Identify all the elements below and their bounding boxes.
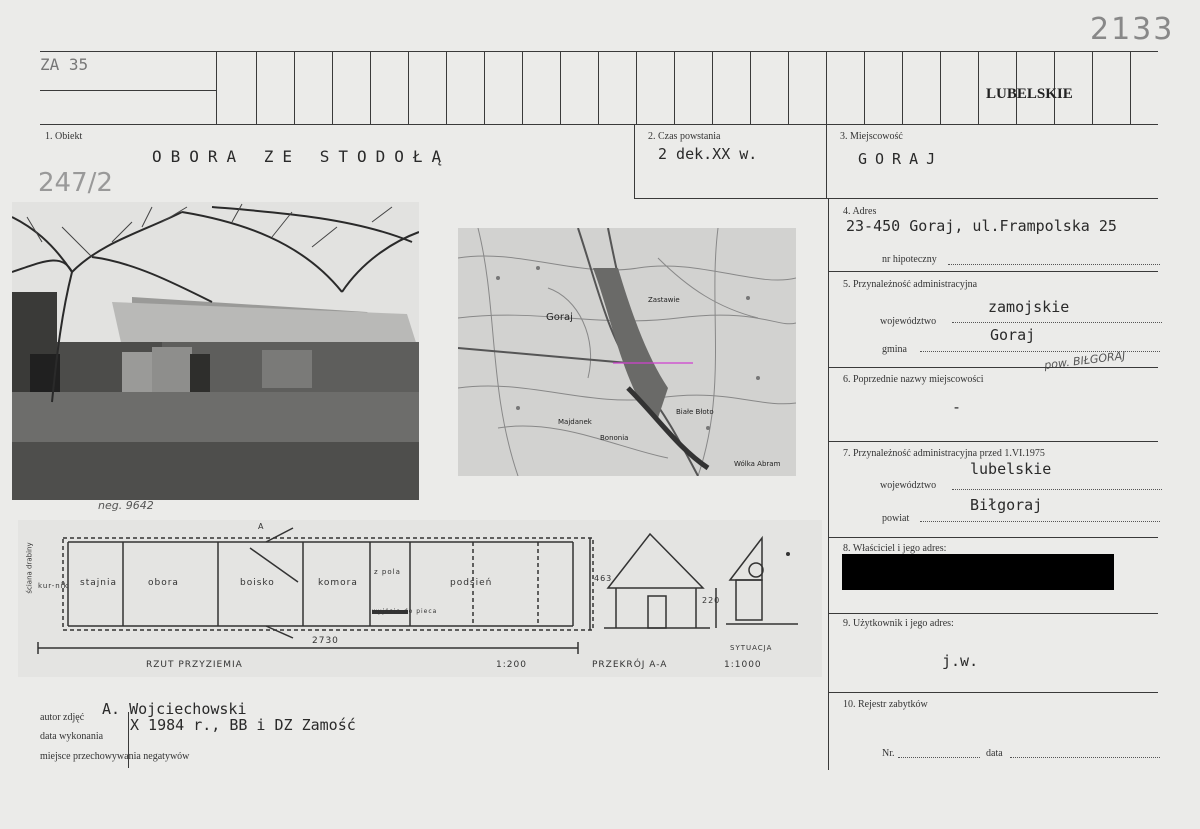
field-4-value: 23-450 Goraj, ul.Frampolska 25 [846, 217, 1117, 235]
field-6-label: 6. Poprzednie nazwy miejscowości [843, 374, 984, 385]
commune-value: Goraj [990, 326, 1036, 344]
header-cell-rule [294, 51, 295, 124]
plan-annotation: stajnia [80, 578, 117, 588]
plan-annotation: 1:1000 [724, 660, 762, 670]
header-cell-rule [902, 51, 903, 124]
header-cell-rule [332, 51, 333, 124]
pre1975-voivodeship-dots [952, 489, 1162, 490]
header-cell-rule [674, 51, 675, 124]
barn-photo [12, 202, 419, 500]
header-bottom-line [40, 124, 1158, 125]
county-handwritten-note: pow. BIŁGORAJ [1043, 349, 1127, 372]
commune-label: gmina [882, 344, 907, 355]
row4-bottom-line [828, 271, 1158, 272]
plan-annotation: komora [318, 578, 358, 588]
header-cell-rule [1130, 51, 1131, 124]
plan-annotation: RZUT PRZYZIEMIA [146, 660, 243, 670]
header-cell-rule [216, 51, 217, 124]
header-cell-rule [560, 51, 561, 124]
field-10-label: 10. Rejestr zabytków [843, 699, 928, 710]
header-cell-rule [484, 51, 485, 124]
header-cell-rule [256, 51, 257, 124]
negative-number: neg. 9642 [98, 499, 154, 512]
author-block-divider [128, 712, 129, 768]
field-1-value: OBORA ZE STODOŁĄ [152, 147, 451, 166]
field-3-label: 3. Miejscowość [840, 131, 903, 142]
register-date-dots [1010, 757, 1160, 758]
plan-wall-note: ściana drabiny [25, 542, 34, 594]
header-cell-rule [370, 51, 371, 124]
plan-annotation: z pola [374, 568, 401, 576]
storage-label: miejsce przechowywania negatywów [40, 751, 190, 762]
plan-annotation: 220 [702, 596, 721, 605]
voivodeship-label: województwo [880, 316, 937, 327]
header-cell-rule [940, 51, 941, 124]
pre1975-voivodeship-value: lubelskie [970, 460, 1052, 478]
owner-redaction-bar [842, 554, 1114, 590]
header-cell-rule [636, 51, 637, 124]
header-cell-rule [826, 51, 827, 124]
voivodeship-dots [952, 322, 1162, 323]
row6-bottom-line [828, 441, 1158, 442]
plan-annotation: 2730 [312, 636, 339, 646]
header-cell-rule [1092, 51, 1093, 124]
header-cell-rule [522, 51, 523, 124]
region-stamp: LUBELSKIE [986, 86, 1073, 102]
map-label: Białe Błoto [676, 408, 714, 416]
plan-annotation: kur-nik [38, 582, 69, 590]
field-4-label: 4. Adres [843, 206, 877, 217]
plan-strip [18, 520, 822, 677]
plan-annotation: SYTUACJA [730, 644, 773, 652]
plan-annotation: wyjście do pieca [372, 608, 438, 615]
map-label: Majdanek [558, 418, 592, 426]
plan-annotation: A [258, 522, 265, 531]
header-cell-rule [408, 51, 409, 124]
author-value: A. Wojciechowski [102, 700, 247, 718]
field-2-value: 2 dek.XX w. [658, 145, 758, 163]
plan-annotation: podsień [450, 578, 493, 588]
header-cell-rule [446, 51, 447, 124]
map-label: Zastawie [648, 296, 680, 304]
register-date-label: data [986, 748, 1003, 759]
inventory-number: 247/2 [38, 168, 113, 198]
field-9-label: 9. Użytkownik i jego adres: [843, 618, 954, 629]
map-label: Goraj [546, 312, 573, 323]
pre1975-voivodeship-label: województwo [880, 480, 937, 491]
field-8-label: 8. Właściciel i jego adres: [843, 543, 947, 554]
header-top-line [40, 51, 1158, 52]
register-nr-label: Nr. [882, 748, 895, 759]
field-3-value: GORAJ [858, 150, 944, 168]
barn-photo-drawing [12, 202, 419, 500]
catalog-number: 2133 [1090, 12, 1175, 47]
register-nr-dots [898, 757, 980, 758]
divider-2-3 [826, 124, 827, 198]
header-cell-rule [750, 51, 751, 124]
date-label: data wykonania [40, 731, 104, 742]
header-cell-rule [598, 51, 599, 124]
plan-annotation: obora [148, 578, 179, 588]
pre1975-county-dots [920, 521, 1160, 522]
pre1975-county-label: powiat [882, 513, 910, 524]
header-cell-rule [788, 51, 789, 124]
plan-annotation: PRZEKRÓJ A-A [592, 660, 668, 670]
row8-bottom-line [828, 613, 1158, 614]
map-label: Wólka Abram [734, 460, 781, 468]
plan-annotation: 1:200 [496, 660, 527, 670]
field-1-label: 1. Obiekt [45, 131, 83, 142]
field-5-label: 5. Przynależność administracyjna [843, 279, 978, 290]
row7-bottom-line [828, 537, 1158, 538]
header-left-line [40, 90, 216, 91]
plan-annotation: 463 [594, 574, 613, 583]
corner-code: ZA 35 [40, 55, 89, 74]
header-cell-rule [864, 51, 865, 124]
date-value: X 1984 r., BB i DZ Zamość [130, 716, 356, 734]
pre1975-county-value: Biłgoraj [970, 496, 1043, 514]
row5-bottom-line [828, 367, 1158, 368]
header-cell-rule [712, 51, 713, 124]
mortgage-dots [948, 264, 1160, 265]
map-label: Bononia [600, 434, 629, 442]
field-9-value: j.w. [942, 652, 979, 670]
row9-bottom-line [828, 692, 1158, 693]
divider-1-2 [634, 124, 635, 198]
author-label: autor zdjęć [40, 712, 85, 723]
header-cell-rule [978, 51, 979, 124]
field-6-value: - [952, 398, 962, 416]
field-7-label: 7. Przynależność administracyjna przed 1.VI.1975 [843, 448, 1045, 459]
row1-bottom-line [634, 198, 1158, 199]
voivodeship-value: zamojskie [988, 298, 1070, 316]
location-map [458, 228, 796, 476]
field-2-label: 2. Czas powstania [648, 131, 721, 142]
plan-annotation: boisko [240, 578, 275, 588]
right-column-divider [828, 198, 829, 770]
mortgage-label: nr hipoteczny [882, 254, 937, 265]
